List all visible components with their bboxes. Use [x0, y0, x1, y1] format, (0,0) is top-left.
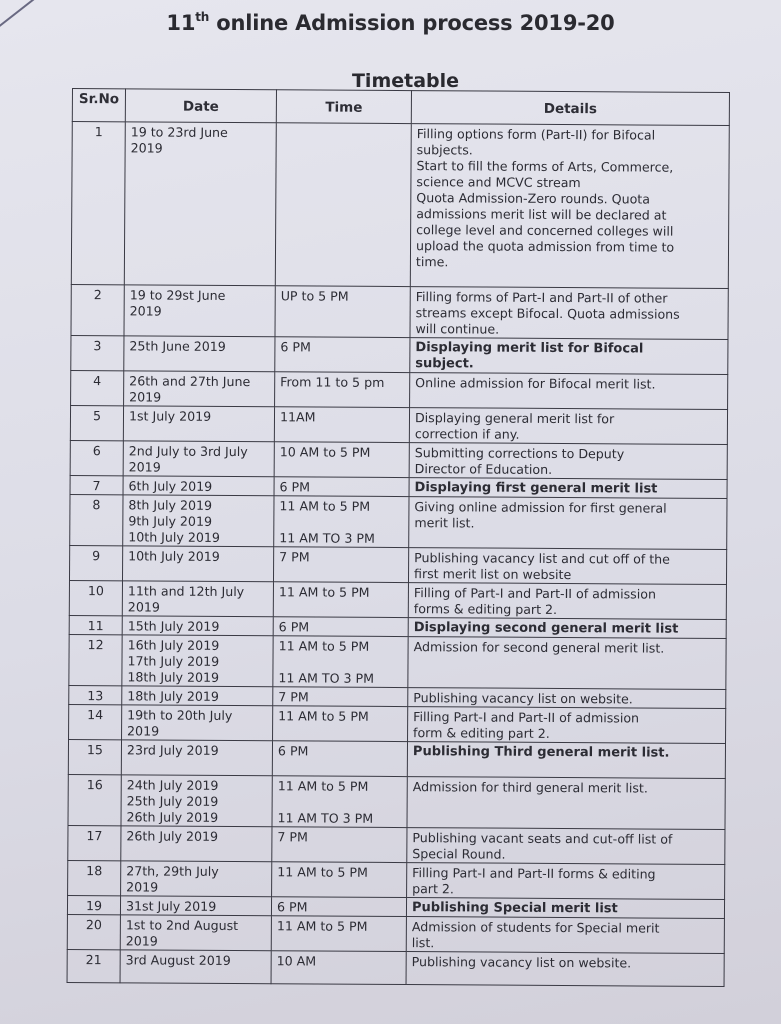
date-line: 24th July 2019: [126, 777, 219, 793]
date-line: 31st July 2019: [125, 898, 217, 914]
details-line: merit list.: [414, 515, 475, 531]
date-line: 25th June 2019: [129, 338, 226, 354]
details-line: form & editing part 2.: [413, 725, 550, 741]
time-line: 7 PM: [277, 829, 308, 845]
details-line: subjects.: [416, 142, 473, 158]
cell-date: [122, 581, 273, 617]
details-line: Admission of students for Special merit: [411, 919, 660, 936]
cell-date: [120, 950, 271, 984]
cell-time: [274, 442, 409, 478]
time-line: 11 AM TO 3 PM: [278, 670, 375, 686]
timetable: [67, 88, 730, 987]
date-line: 1st July 2019: [128, 408, 212, 424]
title-rest: online Admission process 2019-20: [209, 11, 615, 35]
details-line: Filling Part-I and Part-II of admission: [413, 709, 640, 726]
time-line: 11 AM to 5 PM: [278, 638, 370, 654]
time-line: 10 AM: [276, 953, 317, 969]
sr-no-value: 20: [85, 917, 102, 933]
time-line: 11 AM to 5 PM: [278, 584, 370, 600]
table-row: [70, 440, 727, 479]
details-line: science and MCVC stream: [416, 174, 581, 191]
sr-no-value: 14: [87, 707, 104, 723]
details-line: time.: [415, 254, 449, 270]
title-prefix: 11: [166, 11, 196, 35]
table-row: [69, 580, 726, 619]
cell-date: [121, 826, 272, 862]
table-row: [67, 914, 724, 953]
cell-sr-no: [71, 370, 124, 405]
date-line: 26th July 2019: [126, 809, 219, 825]
details-line: Filling options form (Part-II) for Bifocal: [416, 126, 656, 143]
time-line: 6 PM: [276, 899, 308, 915]
date-line: 15th July 2019: [127, 618, 220, 634]
details-line: correction if any.: [414, 426, 520, 442]
cell-time: [271, 897, 406, 917]
cell-details: [408, 548, 726, 585]
date-line: 18th July 2019: [127, 688, 219, 704]
date-line: 19th to 20th July: [127, 707, 233, 723]
sr-no-value: 18: [86, 863, 103, 879]
cell-time: [272, 741, 407, 777]
cell-details: [406, 917, 724, 954]
details-line: Submitting corrections to Deputy: [414, 445, 625, 462]
cell-date: [124, 336, 275, 372]
time-line: 11 AM to 5 PM: [278, 708, 369, 724]
cell-time: [271, 951, 406, 985]
date-line: 23rd July 2019: [126, 742, 219, 758]
cell-date: [123, 476, 274, 496]
details-line: college level and concerned colleges will: [416, 222, 674, 239]
cell-date: [123, 406, 274, 442]
cell-details: [409, 443, 727, 480]
time-line: 6 PM: [279, 479, 311, 495]
cell-details: [410, 287, 728, 340]
date-line: 18th July 2019: [127, 669, 220, 685]
cell-sr-no: [68, 774, 121, 825]
details-line: upload the quota admission from time to: [415, 238, 675, 255]
sr-no-value: 8: [92, 497, 101, 513]
sr-no-value: 4: [93, 373, 102, 389]
cell-details: [407, 777, 725, 830]
table-row: [71, 284, 728, 339]
time-line: 6 PM: [280, 339, 311, 355]
cell-sr-no: [69, 685, 122, 704]
date-line: 2019: [129, 303, 162, 319]
cell-time: [273, 636, 408, 688]
cell-date: [121, 861, 272, 897]
cell-time: [274, 496, 409, 548]
details-line: Giving online admission for first general: [414, 499, 667, 516]
cell-time: [274, 407, 409, 443]
cell-sr-no: [71, 122, 125, 285]
date-line: 2019: [127, 723, 160, 739]
cell-details: [406, 952, 724, 987]
details-line: Filling Part-I and Part-II forms & editing: [412, 865, 656, 882]
header-date: Date: [125, 89, 276, 123]
time-line: [282, 125, 406, 142]
details-line: Filling of Part-I and Part-II of admission: [413, 585, 656, 602]
cell-time: [273, 547, 408, 583]
details-line: Publishing vacant seats and cut-off list of: [412, 830, 673, 847]
cell-details: [407, 742, 725, 779]
date-line: 19 to 29st June: [129, 287, 226, 303]
header-time: Time: [276, 90, 411, 124]
sr-no-value: 15: [86, 742, 104, 758]
cell-time: [273, 687, 408, 707]
cell-date: [123, 495, 274, 547]
details-line: Start to fill the forms of Arts, Commerce,: [416, 158, 674, 175]
details-line: Director of Education.: [414, 461, 553, 477]
cell-time: [275, 337, 410, 373]
details-line: streams except Bifocal. Quota admissions: [415, 305, 680, 322]
date-line: 2019: [130, 140, 163, 156]
date-line: 16th July 2019: [127, 637, 220, 653]
time-line: 11 AM TO 3 PM: [279, 530, 375, 546]
cell-sr-no: [70, 494, 123, 545]
table-row: [67, 949, 724, 986]
sr-no-value: 19: [85, 898, 103, 914]
cell-details: [409, 408, 727, 445]
date-line: 1st to 2nd August: [125, 917, 239, 934]
sr-no-value: 2: [93, 287, 102, 303]
cell-sr-no: [69, 580, 122, 615]
sr-no-value: 17: [86, 828, 103, 844]
cell-time: [274, 477, 409, 497]
cell-sr-no: [67, 949, 120, 982]
cell-sr-no: [70, 440, 123, 475]
date-line: 2019: [127, 599, 160, 615]
date-line: 11th and 12th July: [127, 583, 245, 600]
details-line: subject.: [415, 356, 474, 372]
cell-date: [120, 896, 271, 916]
cell-details: [410, 338, 728, 375]
cell-details: [408, 707, 726, 744]
cell-time: [273, 582, 408, 618]
cell-details: [408, 583, 726, 620]
cell-time: [271, 916, 406, 952]
table-row: [68, 774, 725, 829]
table-row: [69, 634, 726, 689]
cell-details: [406, 898, 724, 919]
details-line: part 2.: [412, 881, 455, 897]
details-line: Filling forms of Part-I and Part-II of other: [415, 289, 668, 306]
cell-sr-no: [67, 914, 120, 949]
date-line: 9th July 2019: [128, 513, 213, 529]
details-line: Quota Admission-Zero rounds. Quota: [416, 190, 651, 207]
table-row: [70, 494, 727, 549]
cell-date: [124, 371, 275, 407]
cell-details: [407, 863, 725, 900]
table-row: [69, 545, 726, 584]
time-line: [278, 794, 402, 811]
time-line: UP to 5 PM: [280, 288, 349, 304]
date-line: 19 to 23rd June: [130, 124, 228, 140]
table-row: [69, 704, 726, 743]
details-line: forms & editing part 2.: [413, 601, 558, 617]
details-line: Admission for second general merit list.: [413, 639, 665, 656]
sr-no-value: 9: [92, 548, 101, 564]
details-line: will continue.: [415, 321, 500, 337]
sr-no-value: 6: [92, 443, 101, 459]
cell-sr-no: [68, 860, 121, 895]
table-row: [71, 122, 729, 289]
cell-time: [275, 372, 410, 408]
time-line: From 11 to 5 pm: [280, 374, 385, 390]
details-line: Displaying merit list for Bifocal: [415, 340, 644, 357]
date-line: 26th and 27th June: [129, 373, 251, 390]
table-row: [71, 335, 728, 374]
cell-date: [122, 616, 273, 636]
cell-sr-no: [69, 615, 122, 634]
cell-details: [410, 373, 728, 410]
cell-date: [122, 546, 273, 582]
cell-details: [409, 478, 727, 499]
sr-no-value: 16: [86, 777, 103, 793]
time-line: 10 AM to 5 PM: [279, 444, 371, 460]
details-line: list.: [411, 935, 435, 951]
cell-sr-no: [69, 545, 122, 580]
header-details: Details: [411, 91, 729, 126]
cell-time: [272, 862, 407, 898]
sr-no-value: 1: [94, 124, 103, 140]
table-row: [68, 860, 725, 899]
time-line: 11 AM to 5 PM: [276, 918, 368, 934]
details-line: Admission for third general merit list.: [412, 779, 648, 796]
cell-date: [124, 122, 276, 286]
table-row: [71, 370, 728, 409]
cell-time: [273, 706, 408, 742]
cell-time: [275, 123, 411, 287]
date-line: 10th July 2019: [128, 548, 220, 564]
cell-date: [124, 285, 275, 337]
cell-time: [272, 827, 407, 863]
cell-date: [121, 740, 272, 776]
details-line: Displaying general merit list for: [414, 410, 615, 427]
date-line: 25th July 2019: [126, 793, 219, 809]
cell-details: [408, 688, 726, 709]
time-line: [279, 514, 403, 531]
time-line: 6 PM: [277, 743, 309, 759]
cell-sr-no: [71, 284, 124, 335]
sr-no-value: 3: [93, 338, 102, 354]
cell-details: [408, 637, 726, 690]
details-line: Displaying second general merit list: [413, 620, 679, 637]
cell-date: [122, 686, 273, 706]
cell-sr-no: [68, 825, 121, 860]
date-line: 27th, 29th July: [126, 863, 219, 879]
time-line: 7 PM: [278, 689, 309, 705]
date-line: 2nd July to 3rd July: [128, 443, 248, 460]
date-line: 2019: [125, 933, 158, 949]
time-line: [278, 654, 402, 671]
time-line: 11 AM to 5 PM: [279, 498, 371, 514]
cell-date: [122, 635, 273, 687]
cell-sr-no: [70, 475, 123, 494]
cell-date: [120, 915, 271, 951]
date-line: 2019: [129, 389, 162, 405]
details-line: Special Round.: [412, 846, 506, 862]
date-line: 8th July 2019: [128, 497, 213, 513]
time-line: 6 PM: [278, 619, 310, 635]
cell-time: [275, 286, 410, 338]
date-line: 26th July 2019: [126, 828, 219, 844]
cell-sr-no: [71, 335, 124, 370]
cell-sr-no: [69, 704, 122, 739]
time-line: 11AM: [279, 409, 316, 425]
timetable-body: [67, 122, 729, 987]
details-line: admissions merit list will be declared at: [416, 206, 667, 223]
sr-no-value: 7: [92, 478, 101, 494]
date-line: 10th July 2019: [128, 529, 220, 545]
cell-sr-no: [69, 634, 122, 685]
cell-details: [407, 828, 725, 865]
sr-no-value: 21: [85, 952, 102, 968]
sr-no-value: 5: [92, 408, 102, 424]
cell-sr-no: [68, 739, 121, 774]
date-line: 2019: [128, 459, 161, 475]
details-line: Publishing Third general merit list.: [412, 744, 670, 761]
sr-no-value: 10: [87, 583, 104, 599]
header-sr-no: Sr.No: [72, 89, 125, 122]
table-row: [68, 739, 725, 778]
time-line: 11 AM TO 3 PM: [277, 810, 374, 826]
date-line: 2019: [126, 879, 159, 895]
date-line: 17th July 2019: [127, 653, 220, 669]
details-line: Online admission for Bifocal merit list.: [415, 375, 656, 392]
cell-sr-no: [67, 895, 120, 914]
details-line: Publishing vacancy list on website.: [411, 954, 632, 971]
cell-time: [273, 617, 408, 637]
details-line: Publishing Special merit list: [411, 900, 618, 917]
title-superscript: th: [195, 10, 210, 24]
cell-details: [409, 497, 727, 550]
document-title: [0, 10, 781, 35]
time-line: 7 PM: [279, 549, 310, 565]
cell-date: [122, 705, 273, 741]
cell-sr-no: [70, 405, 123, 440]
table-row: [70, 405, 727, 444]
date-line: 3rd August 2019: [125, 952, 231, 968]
details-line: Publishing vacancy list on website.: [413, 690, 633, 707]
sr-no-value: 11: [87, 618, 104, 634]
details-line: first merit list on website: [413, 566, 572, 583]
sr-no-value: 13: [87, 688, 104, 704]
details-line: Publishing vacancy list and cut off of the: [414, 550, 670, 567]
cell-details: [410, 124, 729, 289]
time-line: 11 AM to 5 PM: [277, 778, 369, 794]
cell-date: [121, 775, 272, 827]
cell-date: [123, 441, 274, 477]
table-row: [68, 825, 725, 864]
header-row: [72, 89, 729, 126]
details-line: Displaying first general merit list: [414, 480, 658, 497]
document-subtitle: Timetable: [351, 70, 460, 92]
time-line: 11 AM to 5 PM: [277, 864, 368, 880]
cell-time: [272, 776, 407, 828]
sr-no-value: 12: [87, 637, 104, 653]
cell-details: [408, 618, 726, 639]
date-line: 6th July 2019: [128, 478, 213, 494]
